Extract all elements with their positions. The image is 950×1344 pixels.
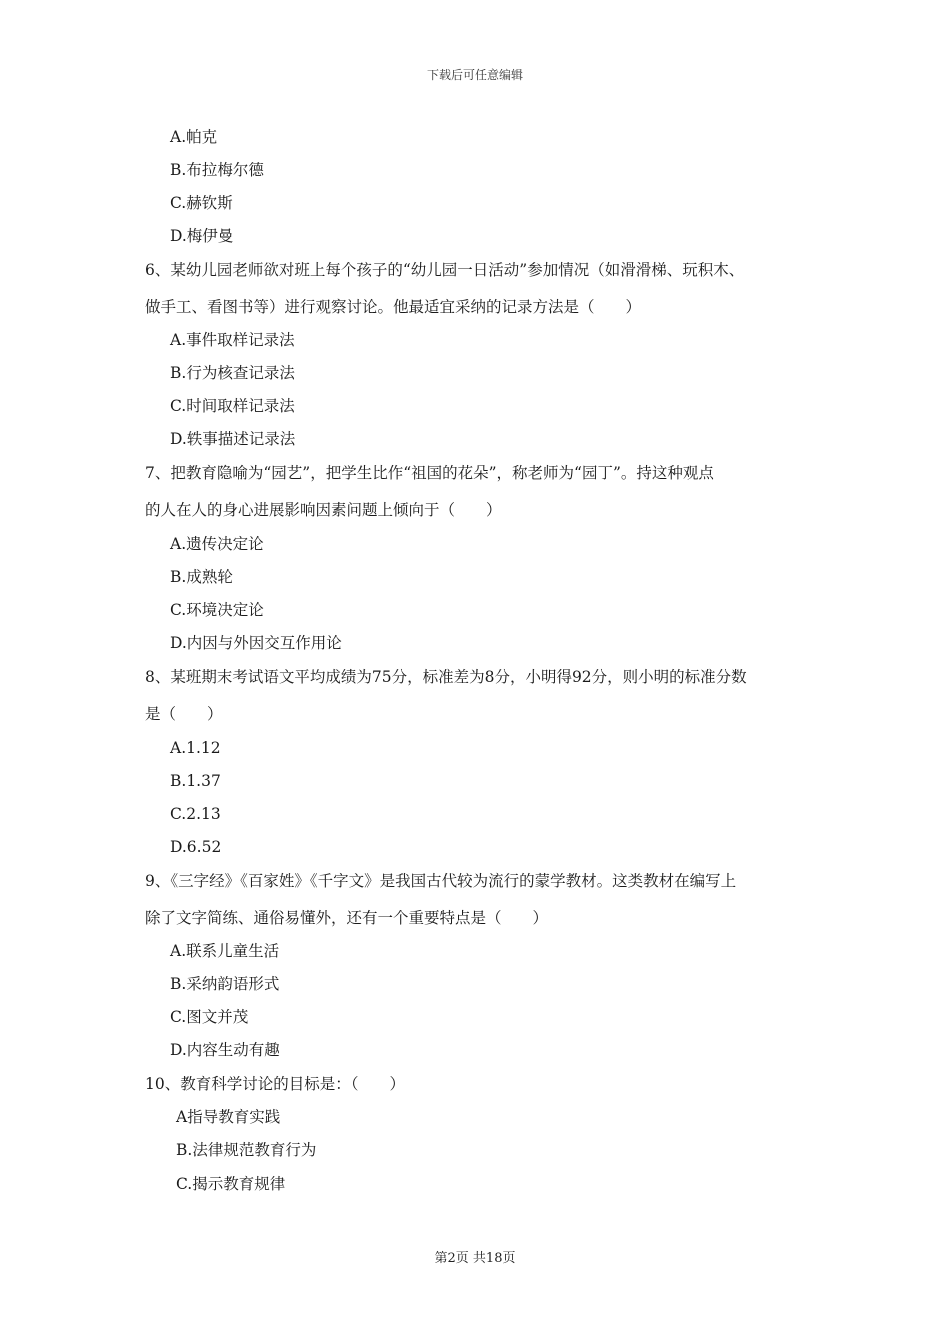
question-8-line-1: 8、某班期末考试语文平均成绩为75分，标准差为8分，小明得92分，则小明的标准分数: [145, 668, 747, 686]
question-10-option-c: C.揭示教育规律: [176, 1175, 286, 1193]
page-footer: 第2页 共18页: [434, 1251, 516, 1266]
option-b-prev: B.布拉梅尔德: [170, 161, 264, 179]
question-8-line-2: 是（ ）: [145, 705, 223, 723]
question-10-line-1: 10、教育科学讨论的目标是：（ ）: [145, 1075, 405, 1093]
question-7-option-b: B.成熟轮: [170, 568, 233, 586]
question-7-option-c: C.环境决定论: [170, 601, 264, 619]
question-7-line-2: 的人在人的身心进展影响因素问题上倾向于（ ）: [145, 501, 502, 519]
question-9-line-2: 除了文字简练、通俗易懂外，还有一个重要特点是（ ）: [145, 909, 549, 927]
question-9-option-d: D.内容生动有趣: [170, 1041, 280, 1059]
option-a-prev: A.帕克: [170, 128, 218, 146]
question-6-option-b: B.行为核查记录法: [170, 364, 295, 382]
option-c-prev: C.赫钦斯: [170, 194, 233, 212]
question-8-option-c: C.2.13: [170, 805, 221, 823]
option-d-prev: D.梅伊曼: [170, 227, 234, 245]
question-7-option-a: A.遗传决定论: [170, 535, 264, 553]
question-8-option-d: D.6.52: [170, 838, 222, 856]
question-6-line-2: 做手工、看图书等）进行观察讨论。他最适宜采纳的记录方法是（ ）: [145, 298, 642, 316]
question-6-option-c: C.时间取样记录法: [170, 397, 295, 415]
question-6-line-1: 6、某幼儿园老师欲对班上每个孩子的“幼儿园一日活动”参加情况（如滑滑梯、玩积木、: [145, 261, 745, 279]
question-8-option-b: B.1.37: [170, 772, 221, 790]
question-7-option-d: D.内因与外因交互作用论: [170, 634, 342, 652]
page-header: 下载后可任意编辑: [426, 68, 523, 82]
question-10-option-b: B.法律规范教育行为: [176, 1141, 317, 1159]
question-9-line-1: 9、《三字经》《百家姓》《千字文》是我国古代较为流行的蒙学教材。这类教材在编写上: [145, 872, 737, 890]
question-6-option-d: D.轶事描述记录法: [170, 430, 296, 448]
question-8-option-a: A.1.12: [170, 739, 221, 757]
question-9-option-c: C.图文并茂: [170, 1008, 249, 1026]
question-9-option-b: B.采纳韵语形式: [170, 975, 280, 993]
question-7-line-1: 7、把教育隐喻为“园艺”，把学生比作“祖国的花朵”，称老师为“园丁”。持这种观点: [145, 464, 714, 482]
question-10-option-a: A指导教育实践: [176, 1108, 281, 1126]
question-6-option-a: A.事件取样记录法: [170, 331, 295, 349]
question-9-option-a: A.联系儿童生活: [170, 942, 280, 960]
